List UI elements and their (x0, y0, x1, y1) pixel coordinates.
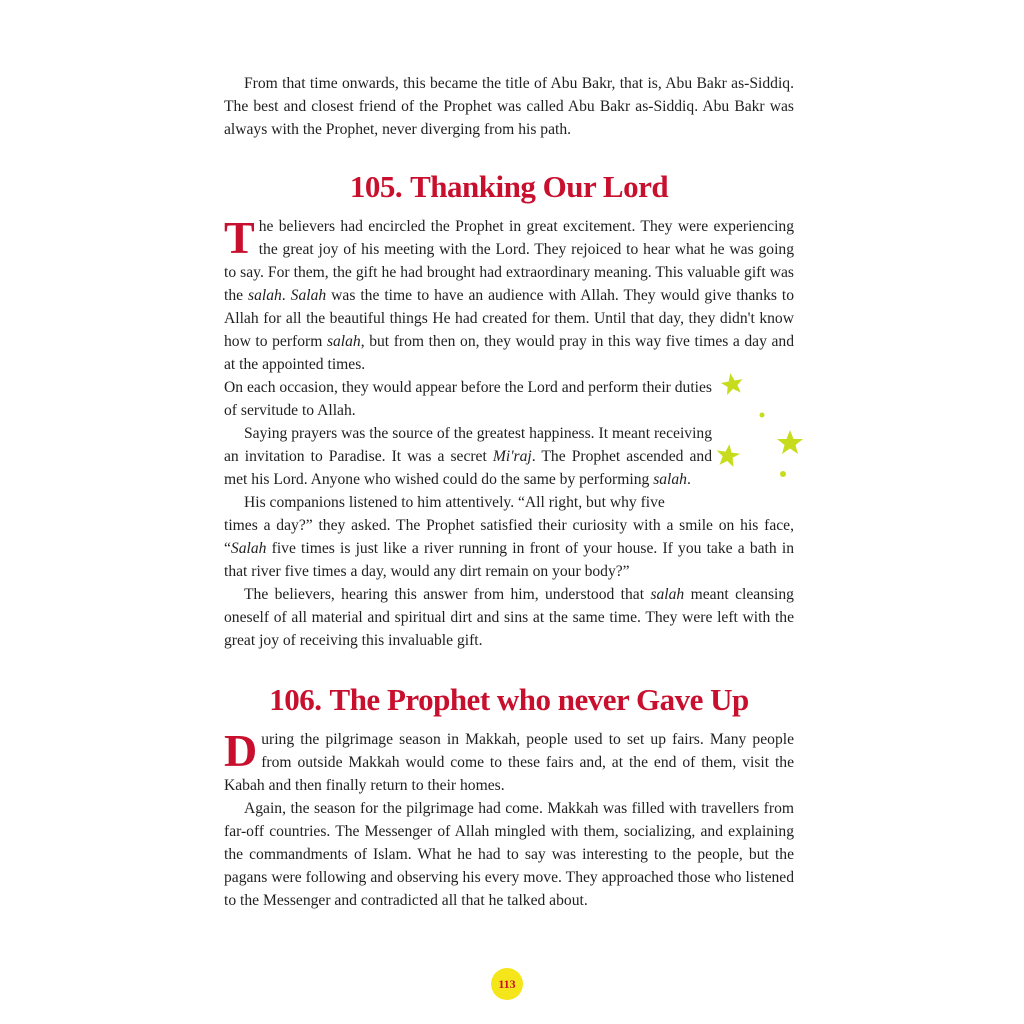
section-number-106: 106. (269, 682, 322, 717)
section-105-paragraph-1-continued: On each occasion, they would appear before the Lord and perform their duties of servitude to Allah. (224, 379, 712, 419)
star-icon (777, 430, 803, 454)
section-106-paragraph-2: Again, the season for the pilgrimage had come. Makkah was filled with travellers from far-off countries. The Messenger of Allah mingled with them, socializing, and explaining the commandments of Islam. What he had to say was interesting to the people, but the pagans were following and observing his every move. They approached those who listened to the Messenger and contradicted all that he talked about. (224, 800, 794, 909)
section-heading-106 (224, 682, 794, 718)
section-105-paragraph-1: The believers had encircled the Prophet in great excitement. They were experiencing the great joy of his meeting with the Lord. They rejoiced to hear what he was going to say. For them, the gift he had brought had extraordinary meaning. This valuable gift was the salah. Salah was the time to have an audience with Allah. They would give thanks to Allah for all the beautiful things He had created for them. Until that day, they didn't know how to perform salah, but from then on, they would pray in this way five times a day and at the appointed times. (224, 212, 795, 373)
dropcap-d: D (224, 725, 258, 776)
section-105-paragraph-2: Saying prayers was the source of the greatest happiness. It meant receiving an invitation to Paradise. It was a secret Mi'raj. The Prophet ascended and met his Lord. Anyone who wished could do the same by performing salah. (224, 425, 712, 488)
section-title-106: The Prophet who never Gave Up (329, 682, 749, 717)
section-105-paragraph-3-first-line: His companions listened to him attentively. “All right, but why five (244, 494, 665, 511)
star-icon (719, 371, 744, 396)
dot-icon (760, 413, 765, 418)
section-title-105: Thanking Our Lord (410, 169, 669, 204)
section-heading-105 (224, 169, 794, 205)
star-icon (715, 442, 742, 467)
dropcap-t: T (224, 212, 255, 263)
intro-paragraph: From that time onwards, this became the title of Abu Bakr, that is, Abu Bakr as-Siddiq. The best and closest friend of the Prophet was called Abu Bakr as-Siddiq. Abu Bakr was always with the Prophet, never diverging from his path. (224, 75, 794, 138)
section-106-paragraph-1: During the pilgrimage season in Makkah, people used to set up fairs. Many people from outside Makkah would come to these fairs and, at the end of them, visit the Kabah and then finally return to their homes. (224, 725, 794, 794)
section-105-paragraph-4: The believers, hearing this answer from him, understood that salah meant cleansing oneself of all material and spiritual dirt and sins at the same time. They were left with the great joy of receiving this invaluable gift. (224, 586, 794, 649)
section-number-105: 105. (349, 169, 403, 204)
section-105-paragraph-3: times a day?” they asked. The Prophet satisfied their curiosity with a smile on his face, “Salah five times is just like a river running in front of your house. If you take a bath in that river five times a day, would any dirt remain on your body?” (224, 517, 794, 580)
page-number-badge: 113 (491, 968, 523, 1000)
dot-icon (780, 471, 786, 477)
decorative-stars (700, 360, 820, 500)
